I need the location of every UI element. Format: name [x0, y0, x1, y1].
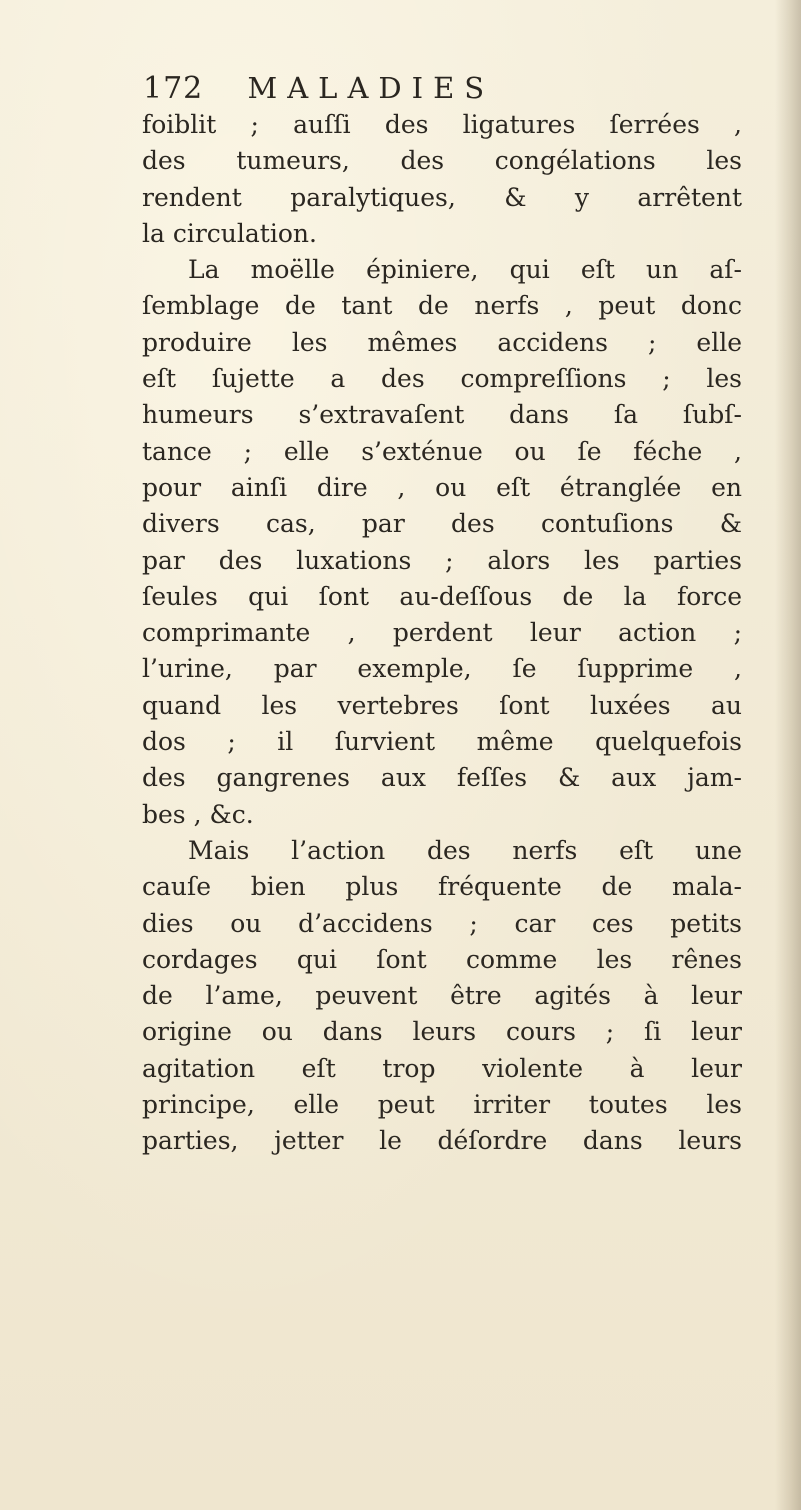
text-line: origine ou dans leurs cours ; ſi leur	[142, 1017, 742, 1047]
text-line: la circulation.	[142, 218, 317, 248]
text-line: principe, elle peut irriter toutes les	[142, 1090, 742, 1120]
text-line: des tumeurs, des congélations les	[142, 146, 742, 176]
text-line: rendent paralytiques, & y arrêtent	[142, 182, 742, 212]
text-line: cauſe bien plus fréquente de mala-	[142, 872, 742, 902]
text-line: l’urine, par exemple, ſe ſupprime ,	[142, 654, 742, 684]
body-text	[142, 107, 742, 1160]
text-line: ſemblage de tant de nerfs , peut donc	[142, 291, 742, 321]
text-line: pour ainſi dire , ou eſt étranglée en	[142, 472, 742, 502]
text-line: parties, jetter le déſordre dans leurs	[142, 1126, 742, 1156]
text-line: cordages qui ſont comme les rênes	[142, 944, 742, 974]
running-title: MALADIES	[247, 71, 495, 105]
text-line: foiblit ; auſſi des ligatures ſerrées ,	[142, 110, 742, 139]
text-line: divers cas, par des contuſions &	[142, 509, 742, 539]
text-line: bes , &c.	[142, 799, 254, 829]
page-number: 172	[143, 71, 204, 106]
text-line: agitation eſt trop violente à leur	[142, 1053, 742, 1083]
text-line: dies ou d’accidens ; car ces petits	[142, 908, 742, 938]
text-line: tance ; elle s’exténue ou ſe féche ,	[142, 436, 742, 466]
text-line: produire les mêmes accidens ; elle	[142, 327, 742, 357]
text-line: quand les vertebres ſont luxées au	[142, 690, 742, 720]
text-line: ſeules qui ſont au-deſſous de la force	[142, 581, 742, 611]
text-line: de l’ame, peuvent être agités à leur	[142, 981, 742, 1011]
text-line: eſt ſujette a des compreſſions ; les	[142, 364, 742, 394]
text-line: comprimante , perdent leur action ;	[142, 618, 742, 648]
text-line: Mais l’action des nerfs eſt une	[188, 835, 742, 865]
text-line: dos ; il ſurvient même quelquefois	[142, 727, 742, 757]
page-header	[143, 66, 593, 110]
page-edge-shadow	[775, 0, 801, 1510]
text-line: par des luxations ; alors les parties	[142, 545, 742, 575]
text-line: des gangrenes aux feſſes & aux jam-	[142, 763, 742, 793]
text-line: humeurs s’extravaſent dans ſa ſubſ-	[142, 400, 742, 430]
text-line: La moëlle épiniere, qui eſt un aſ-	[188, 255, 742, 285]
